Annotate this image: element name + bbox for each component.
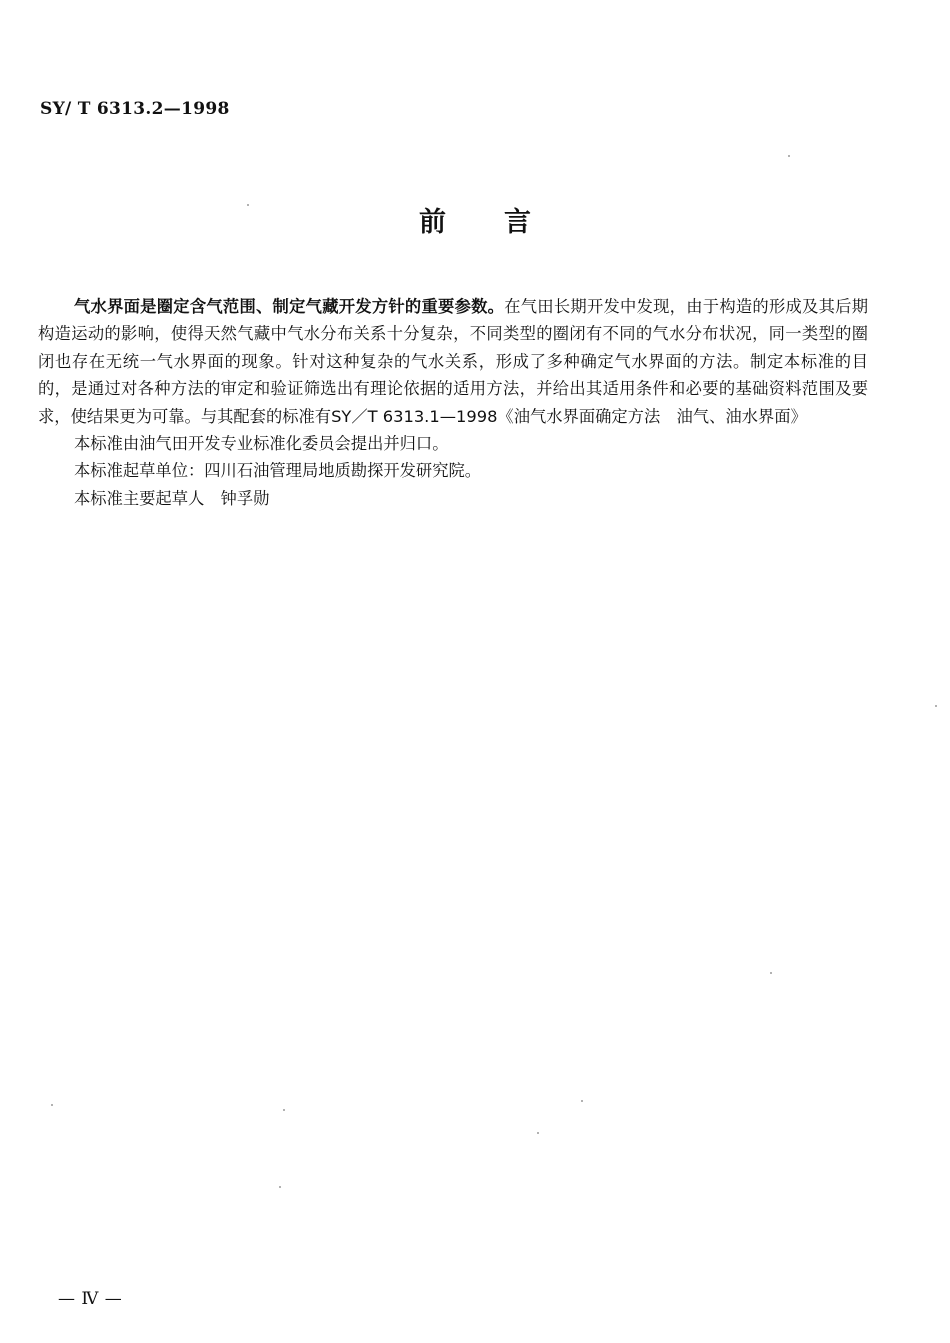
scan-speck bbox=[581, 1100, 583, 1102]
scan-speck bbox=[788, 155, 790, 157]
paragraph-intro bbox=[38, 293, 868, 430]
page-number: — Ⅳ — bbox=[58, 1289, 123, 1309]
scan-speck bbox=[247, 204, 249, 206]
scan-speck bbox=[770, 972, 772, 974]
scan-speck bbox=[283, 1109, 285, 1111]
scan-speck bbox=[51, 1104, 53, 1106]
scan-speck bbox=[935, 705, 937, 707]
paragraph-intro-text: 在气田长期开发中发现，由于构造的形成及其后期构造运动的影响，使得天然气藏中气水分布关系十分复杂，不同类型的圈闭有不同的气水分布状况，同一类型的圈闭也存在无统一气水界面的现象。针对这种复杂的气水关系，形成了多种确定气水界面的方法。制定本标准的目的，是通过对各种方法的审定和验证筛选出有理论依据的适用方法，并给出其适用条件和必要的基础资料范围及要求，使结果更为可靠。与其配套的标准有SY／T 6313.1—1998《油气水界面确定方法 油气、油水界面》 bbox=[38, 297, 868, 426]
paragraph-drafters-text: 本标准主要起草人 钟孚勋 bbox=[74, 488, 270, 508]
foreword-body bbox=[38, 293, 868, 512]
scan-speck bbox=[279, 1186, 281, 1188]
paragraph-proposer bbox=[38, 430, 868, 457]
page-title: 前言 bbox=[419, 207, 589, 238]
scan-speck bbox=[537, 1132, 539, 1134]
standard-number: SY/ T 6313.2—1998 bbox=[40, 99, 230, 119]
paragraph-drafters bbox=[38, 485, 868, 512]
paragraph-drafting-unit bbox=[38, 457, 868, 484]
paragraph-drafting-unit-text: 本标准起草单位：四川石油管理局地质勘探开发研究院。 bbox=[74, 461, 482, 481]
paragraph-intro-lead: 气水界面是圈定含气范围、制定气藏开发方针的重要参数。 bbox=[74, 297, 505, 316]
paragraph-proposer-text: 本标准由油气田开发专业标准化委员会提出并归口。 bbox=[74, 434, 449, 454]
